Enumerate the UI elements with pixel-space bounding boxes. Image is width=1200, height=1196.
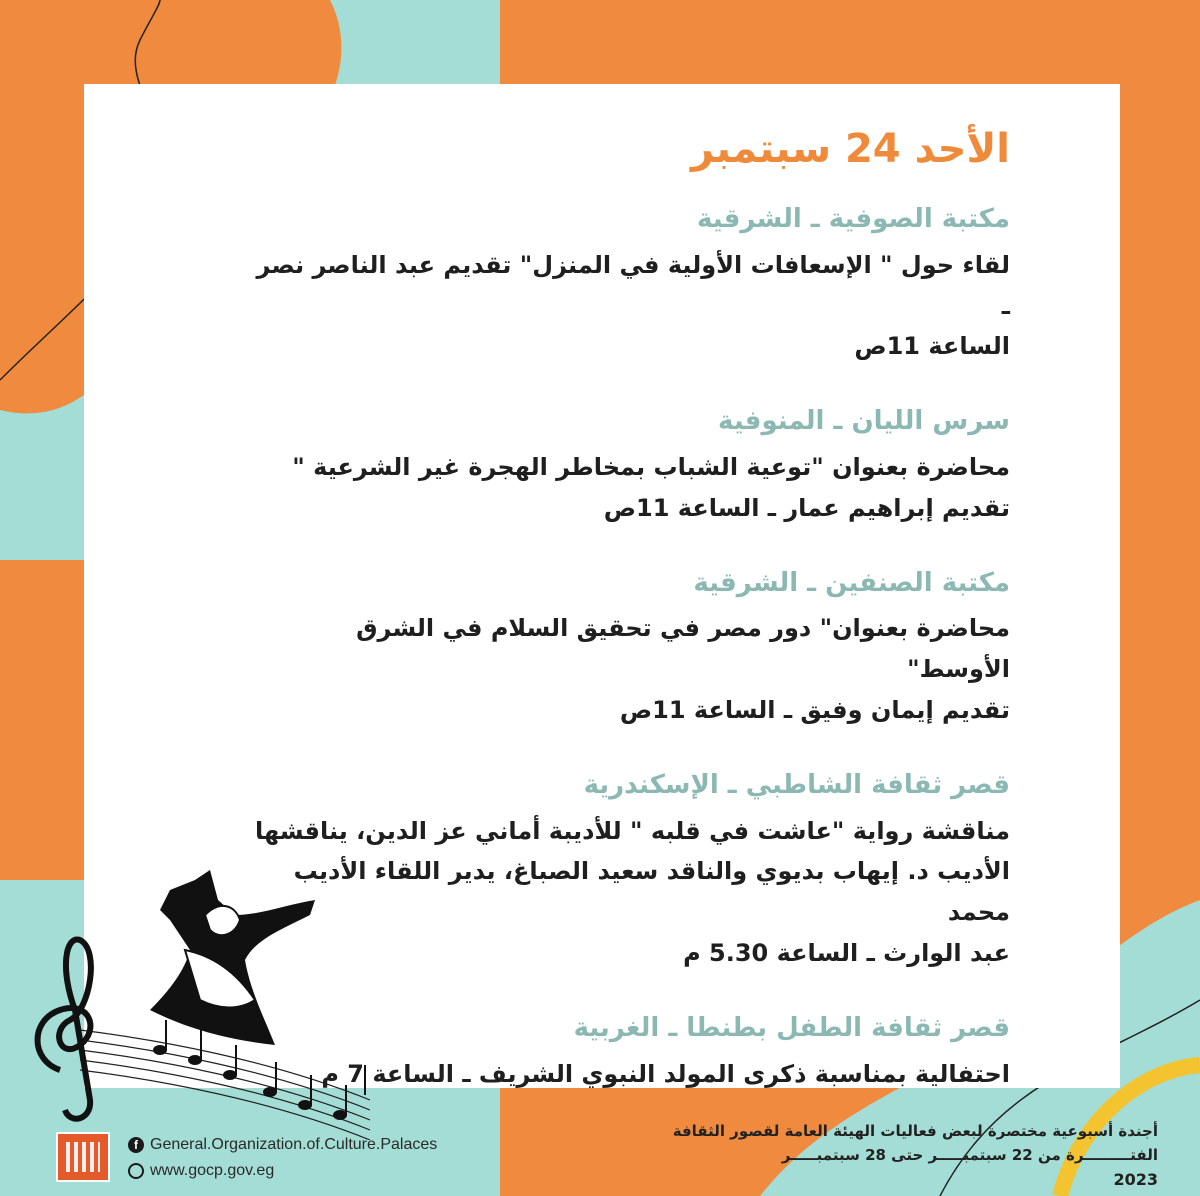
- website-link[interactable]: [128, 1162, 274, 1180]
- event-line: محاضرة بعنوان" دور مصر في تحقيق السلام في الشرق الأوسط": [356, 614, 1010, 684]
- event-item: [250, 405, 1010, 528]
- period-line: الفتـــــــــرة من 22 سبتمبـــــر حتى 28 سبتمبـــــر: [781, 1146, 1158, 1164]
- footer-contact: [56, 1128, 476, 1186]
- facebook-link[interactable]: [128, 1136, 437, 1154]
- event-venue: قصر ثقافة الطفل بطنطا ـ الغربية: [573, 1012, 1010, 1043]
- event-line: تقديم إيمان وفيق ـ الساعة 11ص: [619, 695, 1010, 724]
- event-description: [250, 1054, 1010, 1095]
- event-item: [250, 203, 1010, 367]
- event-line: لقاء حول " الإسعافات الأولية في المنزل" تقديم عبد الناصر نصر ـ: [256, 250, 1010, 320]
- year-line: 2023: [1113, 1170, 1158, 1189]
- event-venue: مكتبة الصنفين ـ الشرقية: [693, 567, 1010, 598]
- event-line: احتفالية بمناسبة ذكرى المولد النبوي الشريف ـ الساعة 7 م: [321, 1059, 1010, 1088]
- event-line: تقديم إبراهيم عمار ـ الساعة 11ص: [603, 493, 1010, 522]
- footer-agenda-info: [673, 1122, 1158, 1189]
- event-item: [250, 769, 1010, 974]
- event-list: [250, 125, 1010, 1132]
- event-description: [250, 447, 1010, 529]
- event-line: الساعة 11ص: [854, 332, 1010, 361]
- event-item: [250, 1012, 1010, 1095]
- event-line: محاضرة بعنوان "توعية الشباب بمخاطر الهجرة غير الشرعية ": [292, 452, 1010, 481]
- event-description: [250, 608, 1010, 730]
- event-description: [250, 811, 1010, 974]
- facebook-handle: General.Organization.of.Culture.Palaces: [150, 1136, 438, 1153]
- event-venue: قصر ثقافة الشاطبي ـ الإسكندرية: [583, 769, 1010, 800]
- event-line: الأديب د. إيهاب بديوي والناقد سعيد الصباغ، يدير اللقاء الأديب محمد: [293, 857, 1010, 927]
- page-title: الأحد 24 سبتمبر: [691, 126, 1010, 172]
- event-venue: سرس الليان ـ المنوفية: [718, 406, 1010, 437]
- event-item: [250, 567, 1010, 731]
- event-venue: مكتبة الصوفية ـ الشرقية: [697, 204, 1010, 234]
- event-line: مناقشة رواية "عاشت في قلبه " للأديبة أماني عز الدين، يناقشها: [255, 816, 1010, 845]
- globe-icon: [128, 1163, 144, 1179]
- facebook-icon: f: [128, 1137, 144, 1153]
- event-line: عبد الوارث ـ الساعة 5.30 م: [683, 938, 1010, 967]
- agenda-line: أجندة أسبوعية مختصرة لبعض فعاليات الهيئة العامة لقصور الثقافة: [672, 1122, 1158, 1140]
- gocp-logo-icon: [56, 1132, 110, 1182]
- event-description: [250, 245, 1010, 367]
- website-url: www.gocp.gov.eg: [150, 1162, 275, 1179]
